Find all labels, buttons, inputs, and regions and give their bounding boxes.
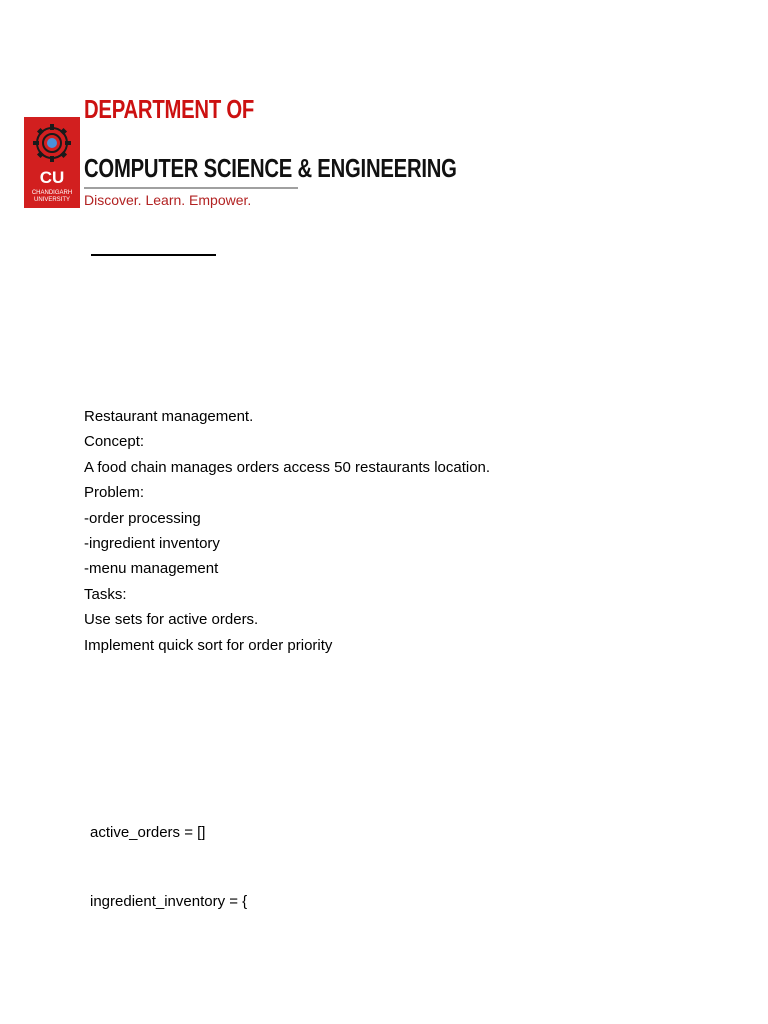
gear-emblem-icon [24,117,80,208]
assignment-title: Restaurant management. [84,408,254,425]
tasks-heading: Tasks: [84,585,127,603]
document-header [0,0,768,230]
blank-underline [91,254,216,256]
concept-text: A food chain manages orders access 50 restaurants location. [84,458,491,476]
svg-text:CHANDIGARH: CHANDIGARH [31,190,73,196]
code-line-ingredient-inventory: ingredient_inventory = { [90,893,248,910]
code-line-active-orders: active_orders = [] [90,824,206,841]
university-logo [24,117,80,208]
svg-text:UNIVERSITY: UNIVERSITY [33,197,71,203]
department-title-line-1: DEPARTMENT OF [84,94,255,124]
university-tagline: Discover. Learn. Empower. [84,192,252,208]
task-item: Use sets for active orders. [84,611,259,629]
problem-item: -ingredient inventory [84,534,220,552]
problem-item: -menu management [84,560,219,578]
department-title-line-2: COMPUTER SCIENCE & ENGINEERING [84,153,457,183]
assignment-description [84,404,490,658]
problem-heading: Problem: [84,484,145,502]
header-divider [84,187,298,189]
problem-item: -order processing [84,509,201,527]
concept-heading: Concept: [84,433,145,451]
svg-text:CU: CU [39,168,65,187]
task-item: Implement quick sort for order priority [84,636,333,654]
